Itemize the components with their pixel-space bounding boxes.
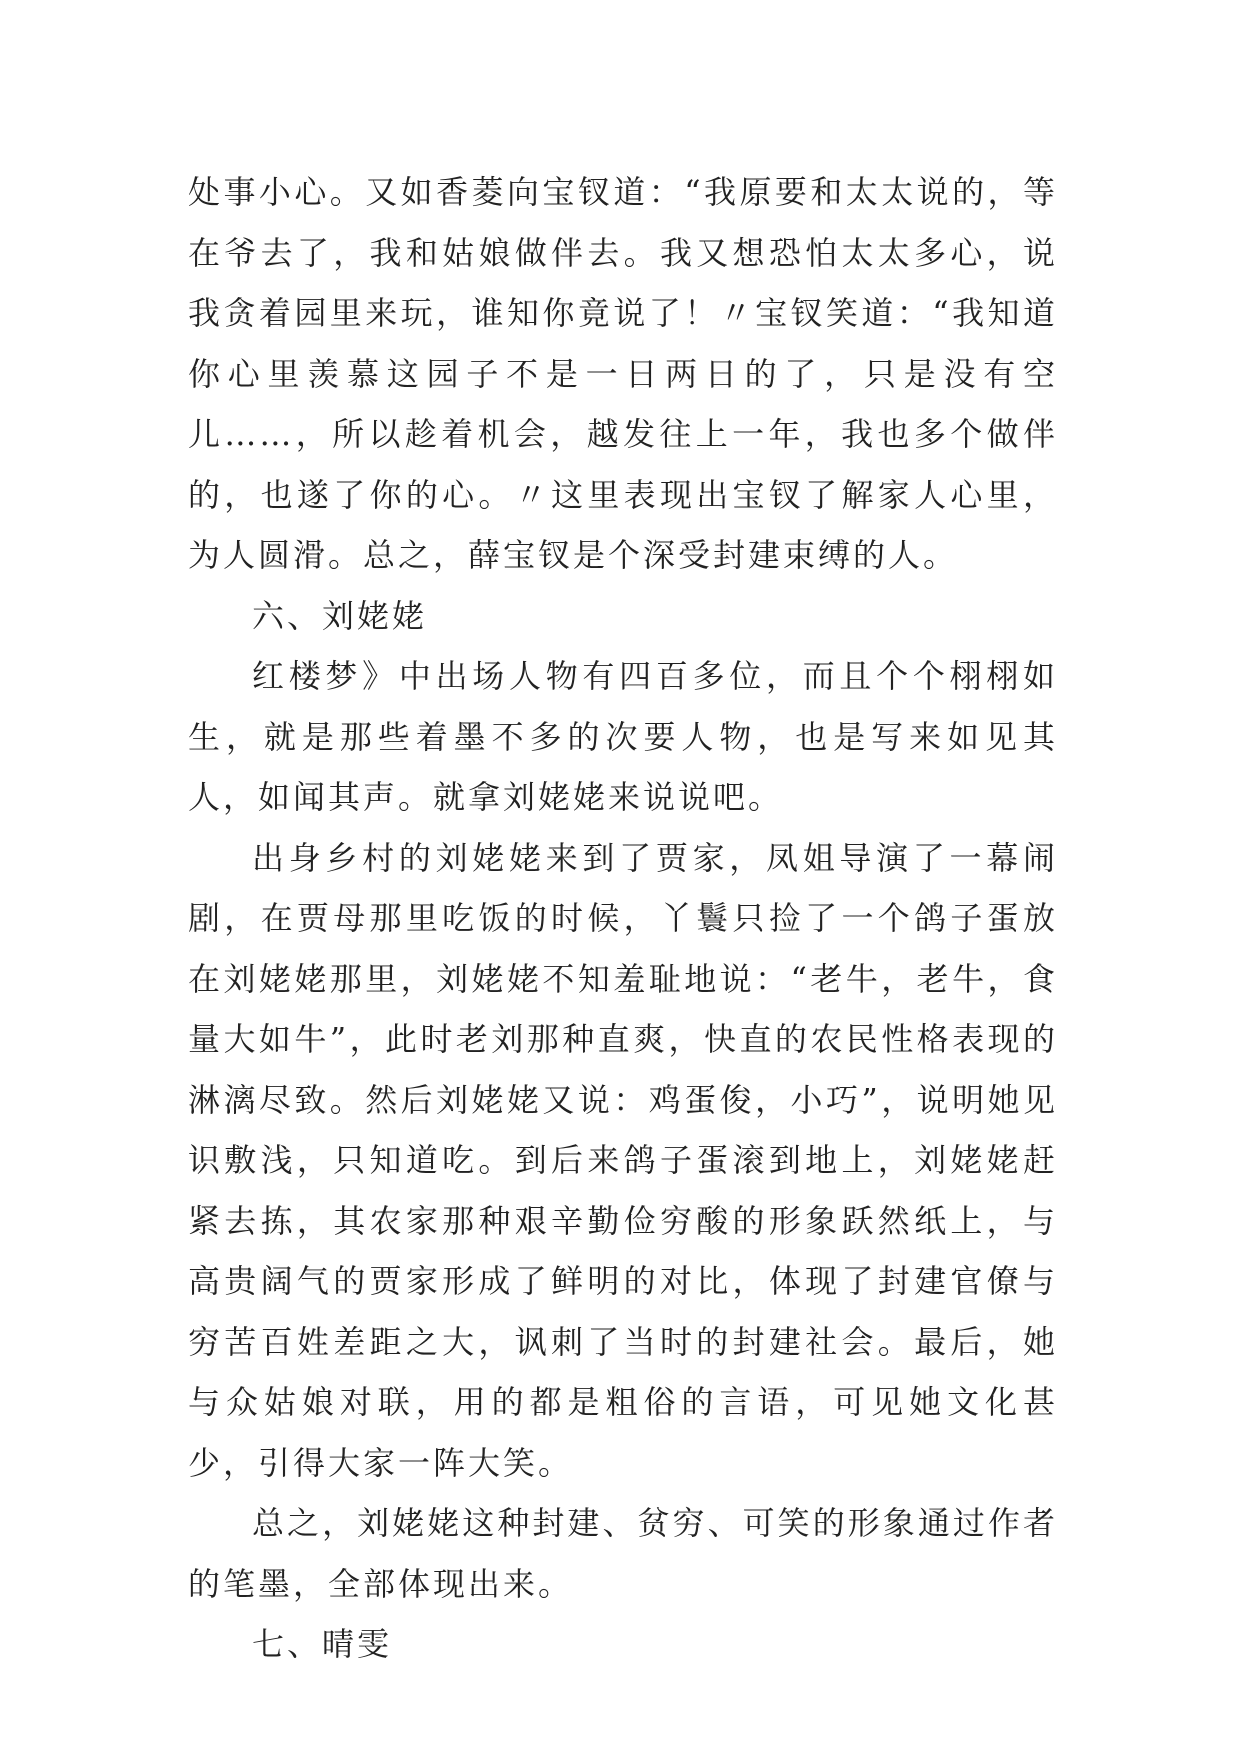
paragraph-liu-story: 出身乡村的刘姥姥来到了贾家，凤姐导演了一幕闹剧，在贾母那里吃饭的时候，丫鬟只捡了一个鸽子蛋放在刘姥姥那里，刘姥姥不知羞耻地说：“老牛，老牛，食量大如牛”，此时老刘那种直爽，快直的农民性格表现的淋漓尽致。然后刘姥姥又说：鸡蛋俊，小巧”，说明她见识敷浅，只知道吃。到后来鸽子蛋滚到地上，刘姥姥赶紧去拣，其农家那种艰辛勤俭穷酸的形象跃然纸上，与高贵阔气的贾家形成了鲜明的对比，体现了封建官僚与穷苦百姓差距之大，讽刺了当时的封建社会。最后，她与众姑娘对联，用的都是粗俗的言语，可见她文化甚少，引得大家一阵大笑。 bbox=[188, 838, 1058, 1482]
paragraph-liu-summary: 总之，刘姥姥这种封建、贫穷、可笑的形象通过作者的笔墨，全部体现出来。 bbox=[188, 1504, 1058, 1603]
paragraph-baochai-conclusion: 处事小心。又如香菱向宝钗道：“我原要和太太说的，等在爷去了，我和姑娘做伴去。我又想恐怕太太多心，说我贪着园里来玩，谁知你竟说了！〃宝钗笑道：“我知道你心里羡慕这园子不是一日两日的了，只是没有空儿……，所以趁着机会，越发往上一年，我也多个做伴的，也遂了你的心。〃这里表现出宝钗了解家人心里，为人圆滑。总之，薛宝钗是个深受封建束缚的人。 bbox=[188, 173, 1058, 574]
section-heading-qingwen: 七、晴雯 bbox=[252, 1625, 393, 1663]
paragraph-liu-intro: 红楼梦》中出场人物有四百多位，而且个个栩栩如生，就是那些着墨不多的次要人物，也是写来如见其人，如闻其声。就拿刘姥姥来说说吧。 bbox=[188, 657, 1058, 816]
document-body bbox=[188, 162, 1058, 1675]
section-heading-liu-laolao: 六、刘姥姥 bbox=[252, 596, 428, 635]
